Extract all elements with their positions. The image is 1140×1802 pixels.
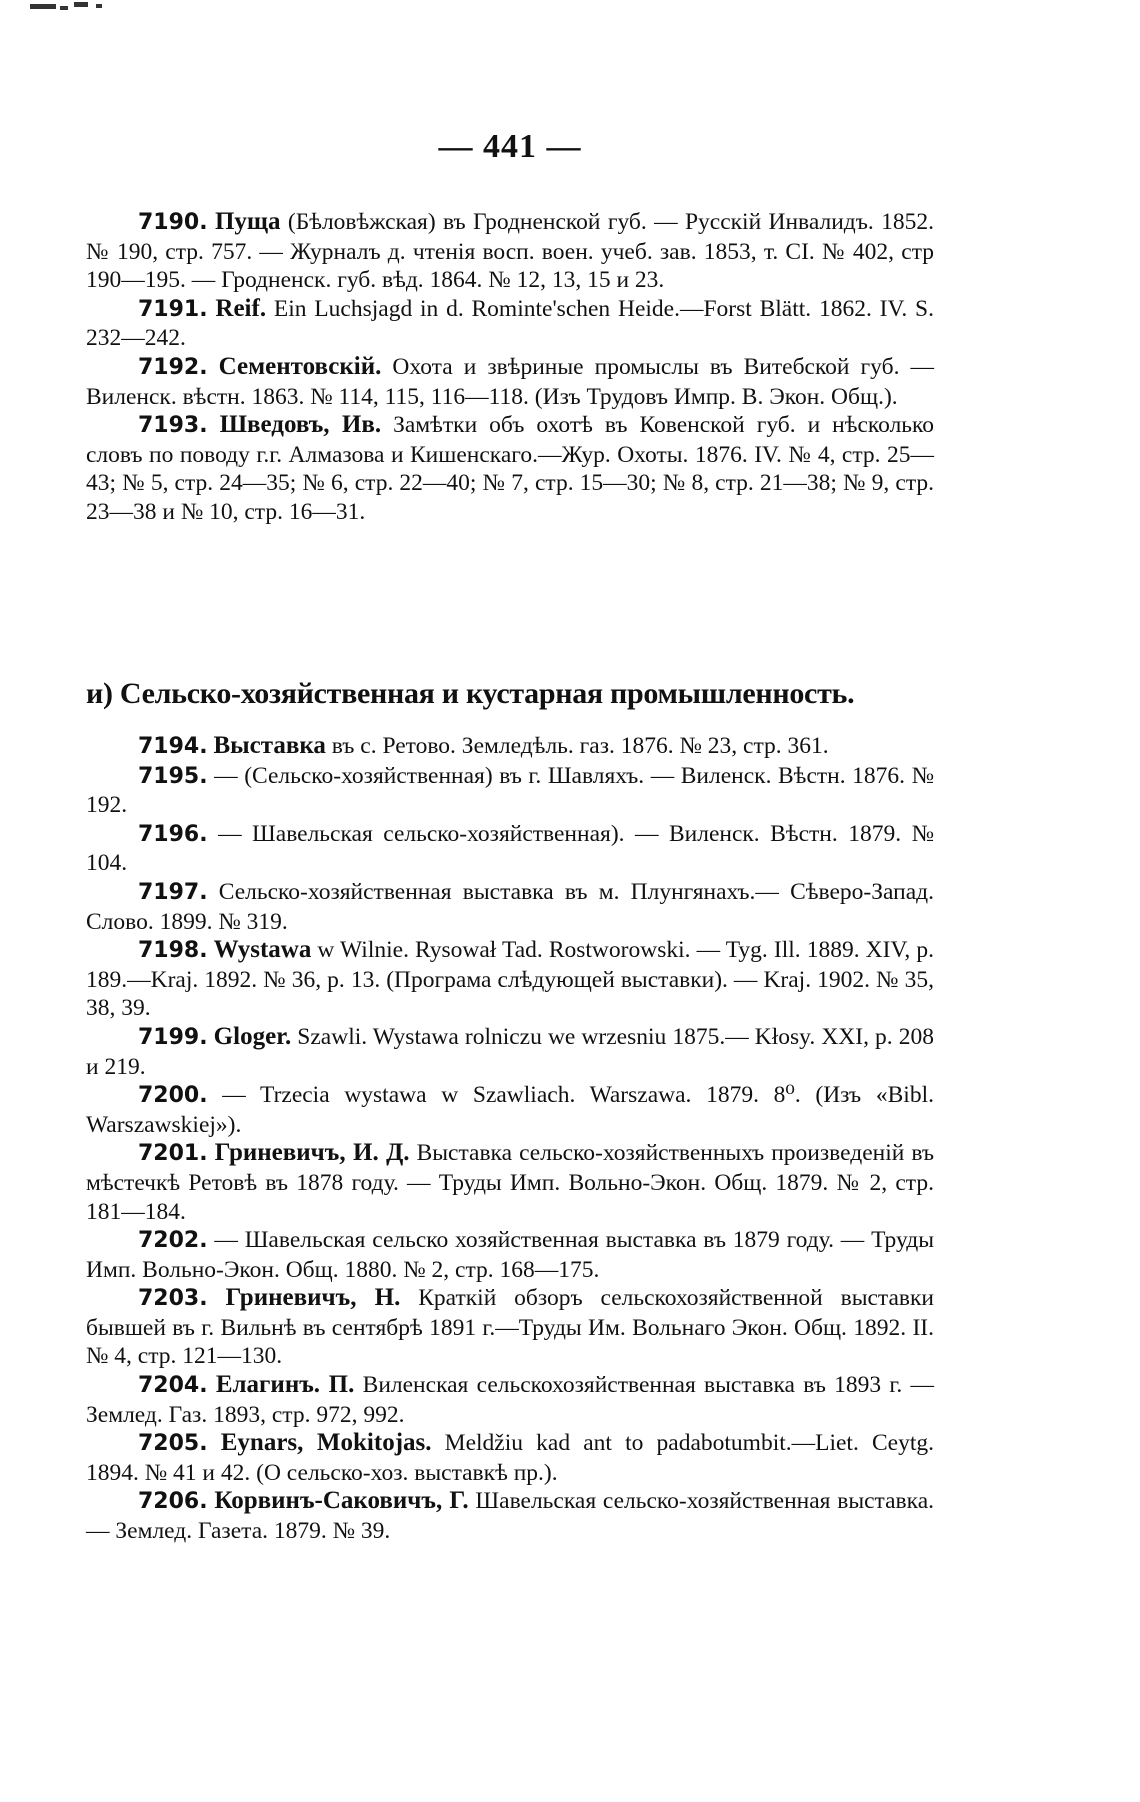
bibliography-entry <box>86 1139 934 1226</box>
print-speck <box>30 4 56 9</box>
print-speck <box>60 6 68 10</box>
entry-number: 7198. <box>138 938 208 964</box>
bibliography-entry <box>86 1487 934 1545</box>
bibliography-entry <box>86 295 934 353</box>
entry-text: Сельско-хозяйственная выставка въ м. Плунгянахъ.— Сѣверо-Запад. Слово. 1899. № 319. <box>86 878 934 935</box>
bibliography-entry <box>86 1371 934 1429</box>
entry-author: Gloger. <box>213 1022 292 1050</box>
entry-text: Szawli. Wystawa rolniczu we wrzesniu 1875.— Kłosy. XXI, p. 208 и 219. <box>86 1023 934 1080</box>
bibliography-entry <box>86 936 934 1023</box>
bottom-entries <box>86 732 934 1546</box>
bibliography-entry <box>86 353 934 411</box>
entry-number: 7191. <box>138 296 208 322</box>
entry-text: Замѣтки объ охотѣ въ Ковенской губ. и нѣсколько словъ по поводу г.г. Алмазова и Кишенскаго.—Жур. Охоты. 1876. IV. № 4, стр. 25—43; № 5, стр. 24—35; № 6, стр. 22—40; № 7, стр. 15—30; № 8, стр. 21—38; № 9, стр. 23—38 и № 10, стр. 16—31. <box>86 412 935 525</box>
entry-author: Wystawa <box>213 936 312 964</box>
entry-text: — Шавельская сельско хозяйственная выставка въ 1879 году. — Труды Имп. Вольно-Экон. Общ. 1880. № 2, стр. 168—175. <box>86 1227 934 1283</box>
entry-text: Выставка сельско-хозяйственныхъ произведеній въ мѣстечкѣ Ретовѣ въ 1878 году. — Труды Имп. Вольно-Экон. Общ. 1879. № 2, стр. 181—184. <box>86 1140 934 1225</box>
entry-author: Eynars, Mokitojas. <box>220 1429 432 1457</box>
entry-number: 7204. <box>138 1373 208 1399</box>
bibliography-entry <box>86 1226 934 1284</box>
entry-author: Выставка <box>213 732 326 759</box>
entry-number: 7197. <box>138 879 208 905</box>
entry-author: Корвинъ-Саковичъ, Г. <box>214 1487 469 1515</box>
entry-text: Охота и звѣриные промыслы въ Витебской губ. — Виленск. вѣстн. 1863. № 114, 115, 116—118. (Изъ Трудовъ Импр. В. Экон. Общ.). <box>86 353 934 410</box>
entry-text: Ein Luchsjagd in d. Rominte'schen Heide.—Forst Blätt. 1862. IV. S. 232—242. <box>86 295 935 352</box>
print-speck <box>96 4 102 8</box>
entry-author: Reif. <box>215 294 267 322</box>
entry-author: Пуща <box>214 208 281 235</box>
entry-number: 7196. <box>138 821 208 847</box>
entry-text: — (Сельско-хозяйственная) въ г. Шавляхъ. — Виленск. Вѣстн. 1876. № 192. <box>86 762 934 819</box>
entry-text: Краткій обзоръ сельскохозяйственной выставки бывшей въ г. Вильнѣ въ сентябрѣ 1891 г.—Труды Им. Вольнаго Экон. Общ. 1892. II. № 4, стр. 121—130. <box>86 1285 935 1370</box>
entry-number: 7194. <box>138 734 208 759</box>
entry-text: Виленская сельскохозяйственная выставка въ 1893 г. — Землед. Газ. 1893, стр. 972, 992. <box>86 1372 935 1428</box>
entry-number: 7193. <box>138 413 208 439</box>
bibliography-entry <box>86 411 934 526</box>
entry-number: 7199. <box>138 1024 208 1050</box>
page-number: — 441 — <box>438 128 582 165</box>
entry-number: 7205. <box>138 1431 208 1457</box>
entry-author: Елагинъ. П. <box>215 1371 355 1399</box>
entry-text: (Бѣловѣжская) въ Гродненской губ. — Русскій Инвалидъ. 1852. № 190, стр. 757. — Журналъ д. чтенія восп. воен. учеб. зав. 1853, т. CI. № 402, стр 190—195. — Гродненск. губ. вѣд. 1864. № 12, 13, 15 и 23. <box>86 209 935 294</box>
entry-number: 7192. <box>138 354 208 380</box>
entry-text: въ с. Ретово. Земледѣль. газ. 1876. № 23, стр. 361. <box>325 733 829 759</box>
entry-text: — Шавельская сельско-хозяйственная). — Виленск. Вѣстн. 1879. № 104. <box>86 820 934 877</box>
entry-number: 7190. <box>138 210 208 235</box>
entry-author: Шведовъ, Ив. <box>219 411 382 439</box>
bibliography-entry <box>86 1081 934 1139</box>
entry-number: 7201. <box>138 1141 208 1167</box>
bibliography-entry <box>86 732 934 762</box>
bibliography-entry <box>86 1284 934 1371</box>
entry-text: — Trzecia wystawa w Szawliach. Warszawa. 1879. 8⁰. (Изъ «Bibl. Warszawskiej»). <box>86 1082 934 1138</box>
bibliography-entry <box>86 1023 934 1081</box>
entry-number: 7202. <box>138 1228 208 1254</box>
entry-number: 7206. <box>138 1489 208 1515</box>
entry-author: Сементовскій. <box>218 352 382 380</box>
bibliography-entry <box>86 878 934 936</box>
entry-text: Шавельская сельско-хозяйственная выставка. — Землед. Газета. 1879. № 39. <box>86 1488 935 1545</box>
section-heading: и) Сельско-хозяйственная и кустарная промышленность. <box>86 677 855 710</box>
bibliography-entry <box>86 1429 934 1487</box>
entry-number: 7203. <box>138 1286 208 1312</box>
bibliography-entry <box>86 208 934 295</box>
entry-number: 7195. <box>138 763 208 789</box>
entry-text: w Wilnie. Rysował Tad. Rostworowski. — Tyg. Ill. 1889. XIV, p. 189.—Kraj. 1892. № 36, p. 13. (Програма слѣдующей выставки). — Kraj. 1902. № 35, 38, 39. <box>86 937 934 1022</box>
print-speck <box>74 2 88 7</box>
bibliography-entry <box>86 820 934 878</box>
entry-author: Гриневичъ, Н. <box>225 1284 401 1312</box>
entry-number: 7200. <box>138 1083 208 1109</box>
entry-author: Гриневичъ, И. Д. <box>214 1139 410 1167</box>
bibliography-entry <box>86 762 934 820</box>
top-entries <box>86 208 934 527</box>
entry-text: Meldžiu kad ant to padabotumbit.—Liet. Ceytg. 1894. № 41 и 42. (О сельско-хоз. выставкѣ пр.). <box>86 1430 935 1486</box>
